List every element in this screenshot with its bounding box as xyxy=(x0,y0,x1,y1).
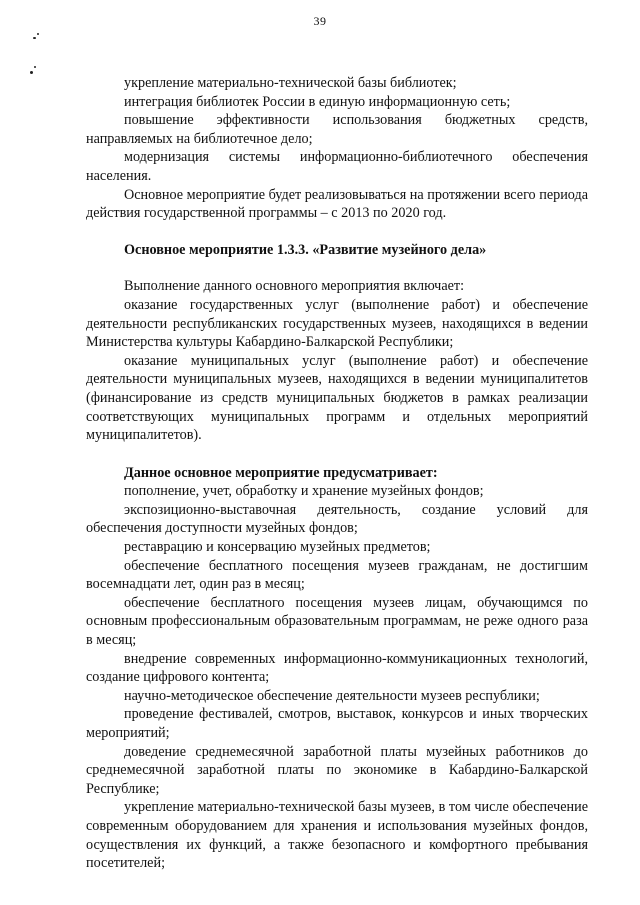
paragraph: Выполнение данного основного мероприятия включает: xyxy=(124,278,465,295)
list-item: реставрацию и консервацию музейных предметов; xyxy=(124,539,431,556)
list-item: пополнение, учет, обработку и хранение музейных фондов; xyxy=(124,483,484,500)
paragraph: укрепление материально-технической базы библиотек; xyxy=(124,75,457,91)
list-item: укрепление материально-технической базы музеев, в том числе обеспечение современным оборудованием для хранения и использования музейных фондов, осуществления их функций, а также безопасного и комфортного пребывания посетителей; xyxy=(86,799,588,872)
document-body xyxy=(86,74,588,873)
list-item: проведение фестивалей, смотров, выставок, конкурсов и иных творческих мероприятий; xyxy=(86,706,588,741)
subsection-heading: Данное основное мероприятие предусматривает: xyxy=(124,464,438,481)
paragraph: Основное мероприятие будет реализовываться на протяжении всего периода действия государственной программы – с 2013 по 2020 год. xyxy=(86,186,588,222)
list-item: внедрение современных информационно-коммуникационных технологий, создание цифрового контента; xyxy=(86,650,588,686)
scan-speck xyxy=(37,33,39,35)
list-item: обеспечение бесплатного посещения музеев гражданам, не достигшим восемнадцати лет, один раз в месяц; xyxy=(86,557,588,593)
list-item: научно-методическое обеспечение деятельности музеев республики; xyxy=(124,687,540,704)
paragraph: модернизация системы информационно-библиотечного обеспечения населения. xyxy=(86,149,588,184)
list-item: экспозиционно-выставочная деятельность, создание условий для обеспечения доступности музейных фондов; xyxy=(86,501,588,537)
paragraph: оказание государственных услуг (выполнение работ) и обеспечение деятельности республиканских государственных музеев, находящихся в ведении Министерства культуры Кабардино-Балкарской Республики; xyxy=(86,296,588,351)
paragraph: повышение эффективности использования бюджетных средств, направляемых на библиотечное дело; xyxy=(86,112,588,147)
scan-speck xyxy=(33,37,36,39)
page-number: 39 xyxy=(313,14,327,28)
list-item: доведение среднемесячной заработной платы музейных работников до среднемесячной заработной платы по экономике в Кабардино-Балкарской Республике; xyxy=(86,743,588,797)
list-item: обеспечение бесплатного посещения музеев лицам, обучающимся по основным профессиональным образовательным программам, не реже одного раза в месяц; xyxy=(86,594,588,649)
scan-speck xyxy=(30,71,33,74)
paragraph: интеграция библиотек России в единую информационную сеть; xyxy=(124,93,511,110)
paragraph: оказание муниципальных услуг (выполнение работ) и обеспечение деятельности муниципальных музеев, находящихся в ведении муниципалитетов (финансирование из средств муниципальных бюджетов в рамках реализации соответствующих муниципальных программ и отдельных мероприятий муниципалитетов). xyxy=(86,352,588,444)
scan-speck xyxy=(34,66,36,68)
section-heading: Основное мероприятие 1.3.3. «Развитие музейного дела» xyxy=(124,241,487,258)
